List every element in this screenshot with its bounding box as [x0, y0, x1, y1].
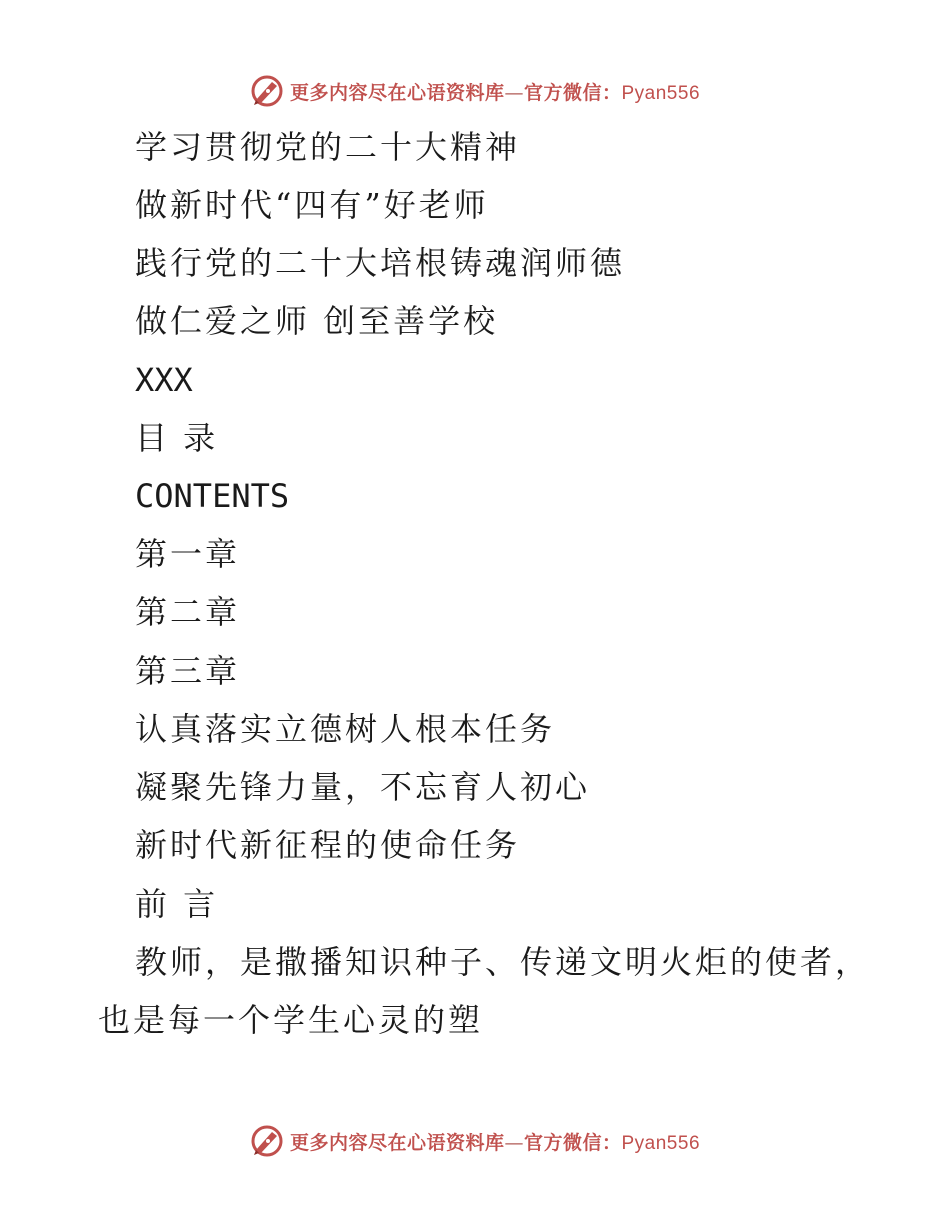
- doc-line-contents: CONTENTS: [135, 477, 290, 515]
- doc-line-paragraph-continued: 也是每一个学生心灵的塑: [98, 1001, 484, 1039]
- doc-line-toc-heading: 目 录: [135, 419, 219, 457]
- pen-logo-icon: [250, 74, 284, 108]
- doc-line-title-3: 践行党的二十大培根铸魂润师德: [135, 244, 626, 282]
- doc-line-chapter-1: 第一章: [135, 535, 241, 573]
- doc-line-chapter-2: 第二章: [135, 593, 241, 631]
- banner-text: 更多内容尽在心语资料库—官方微信：Pyan556: [289, 1131, 701, 1154]
- doc-line-paragraph: 教师，是撒播知识种子、传递文明火炬的使者，: [135, 943, 871, 981]
- footer-watermark-banner: [0, 1121, 950, 1161]
- doc-line-section-2: 凝聚先锋力量，不忘育人初心: [135, 768, 591, 806]
- header-watermark-banner: [0, 71, 950, 111]
- doc-line-title-4: 做仁爱之师 创至善学校: [135, 302, 499, 340]
- doc-line-title-2: 做新时代“四有”好老师: [135, 186, 489, 224]
- doc-line-section-3: 新时代新征程的使命任务: [135, 826, 521, 864]
- banner-text: 更多内容尽在心语资料库—官方微信：Pyan556: [289, 81, 701, 104]
- doc-line-section-1: 认真落实立德树人根本任务: [135, 710, 556, 748]
- pen-logo-icon: [250, 1124, 284, 1158]
- doc-line-author: XXX: [135, 361, 193, 399]
- doc-line-chapter-3: 第三章: [135, 652, 241, 690]
- doc-line-preface-heading: 前 言: [135, 885, 219, 923]
- doc-line-title-1: 学习贯彻党的二十大精神: [135, 128, 521, 166]
